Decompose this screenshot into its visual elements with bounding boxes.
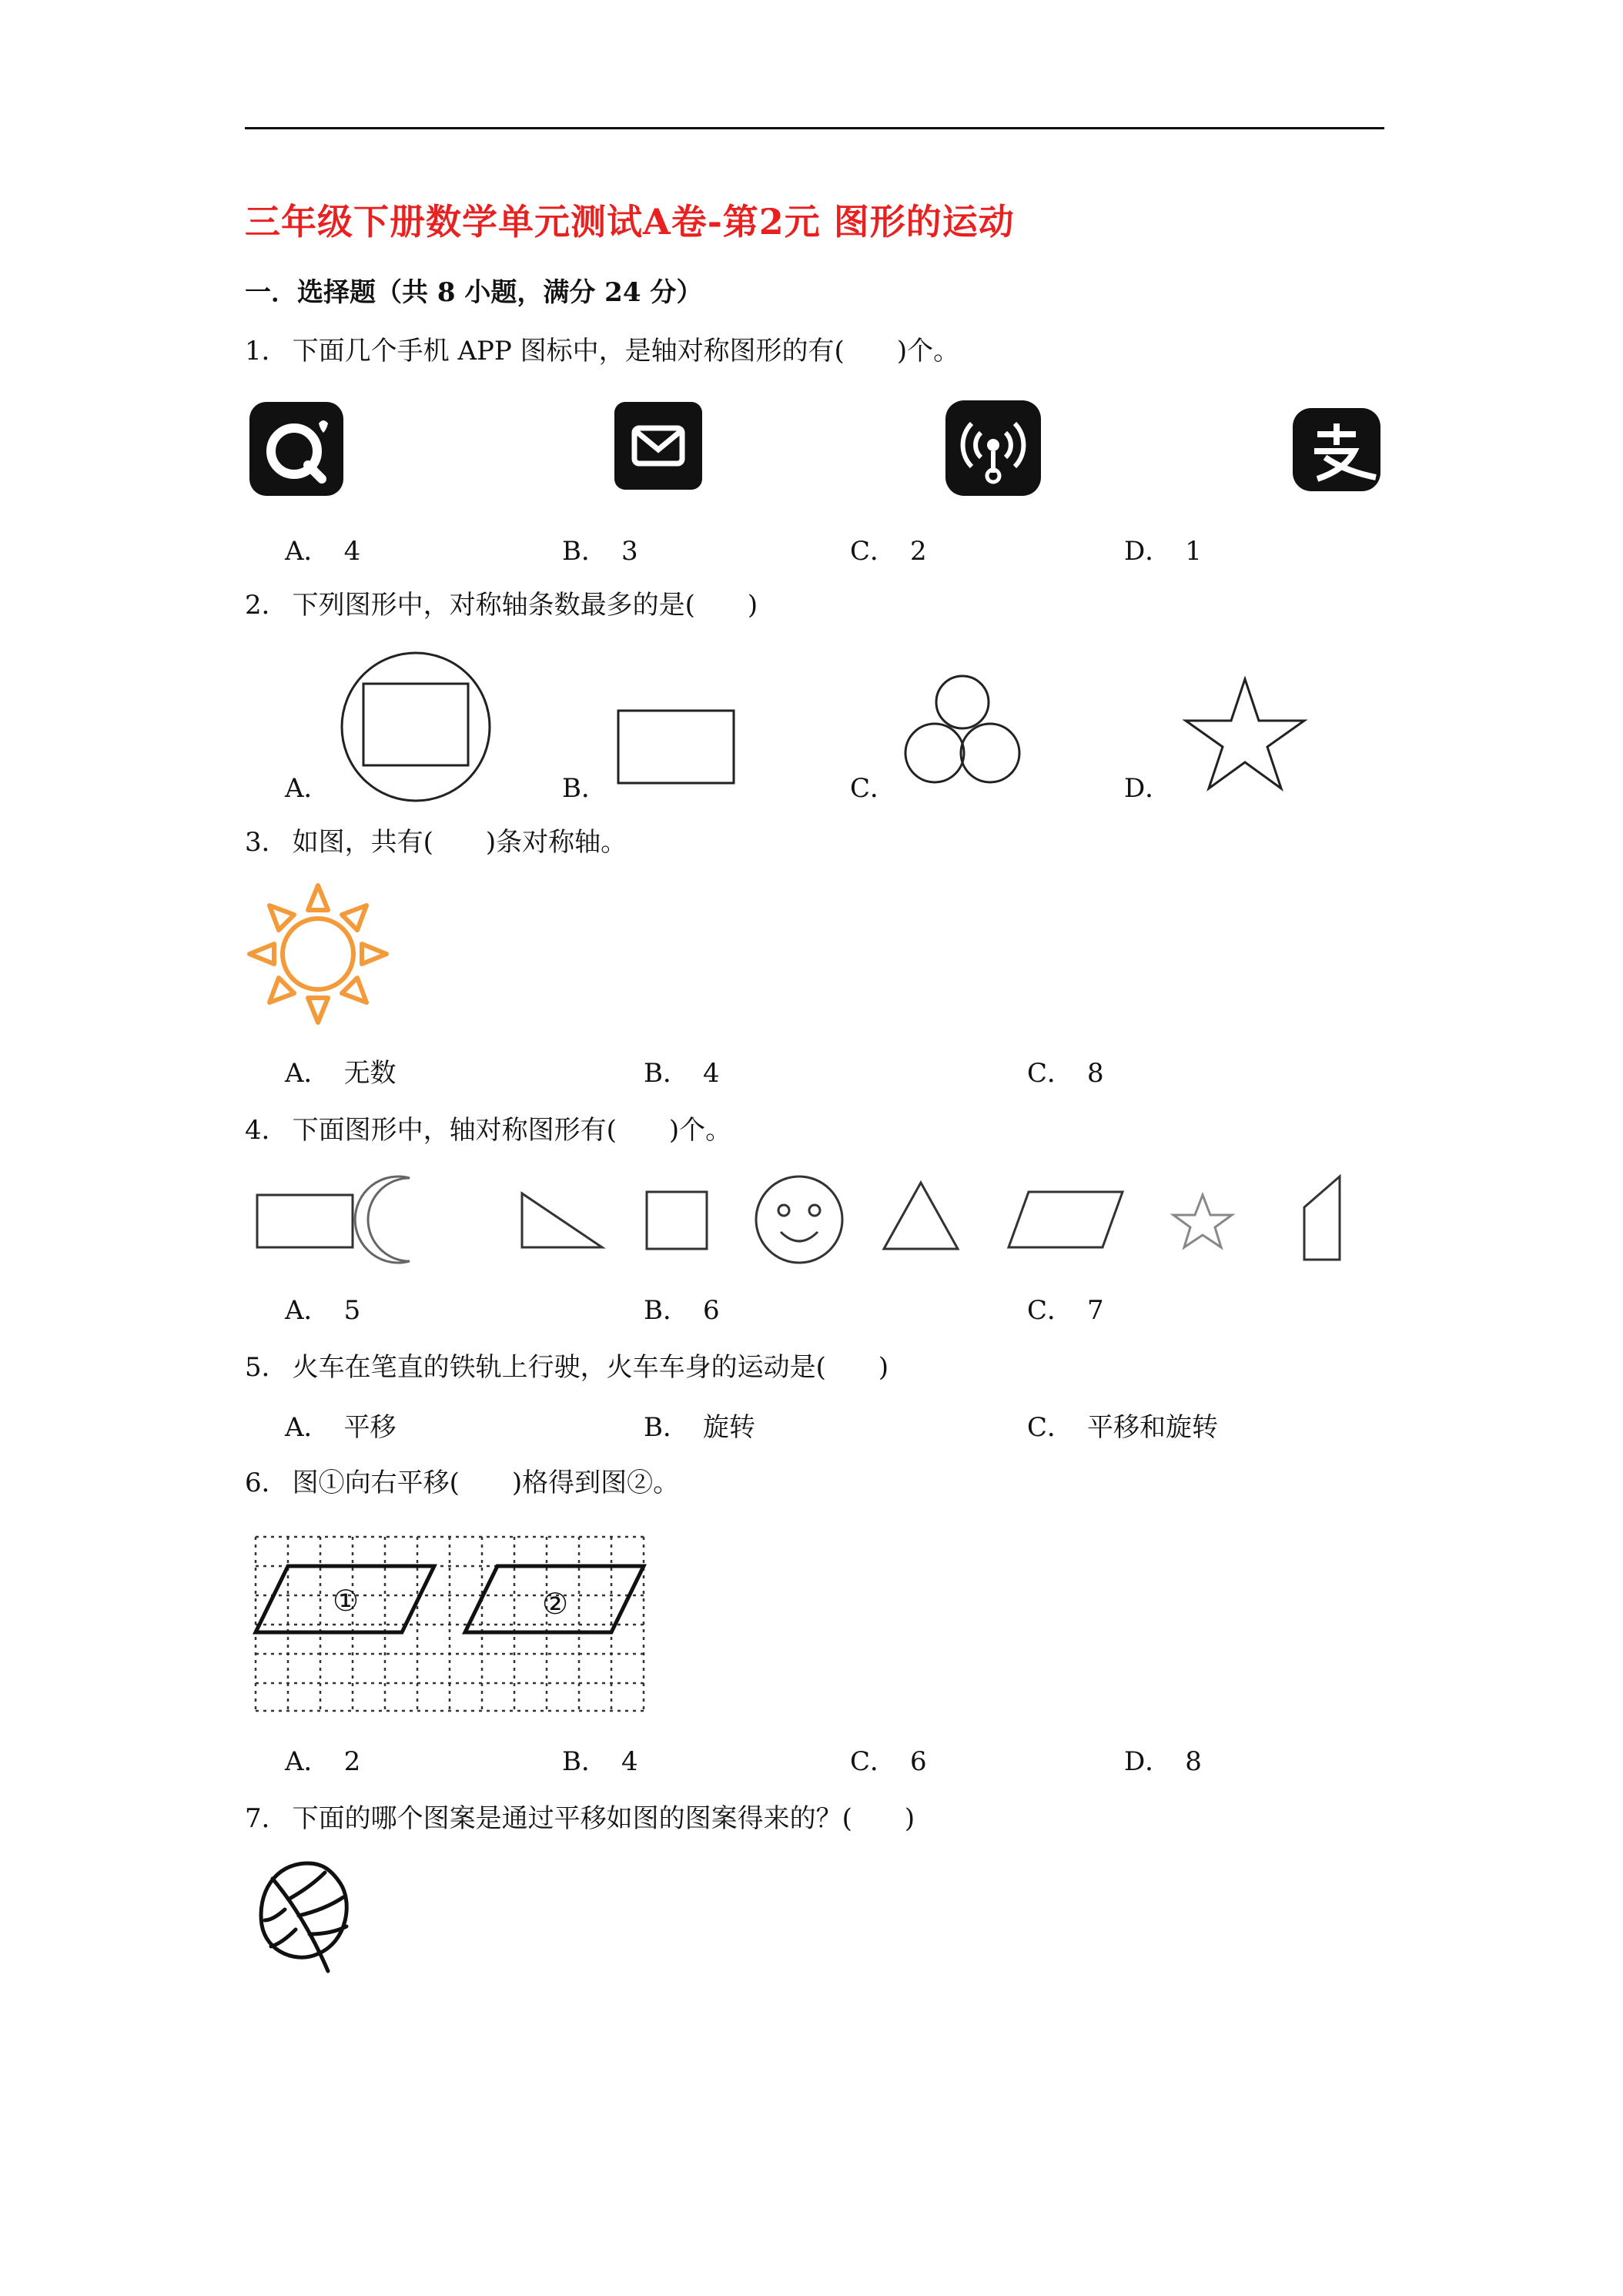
option-value: 平移: [343, 1412, 397, 1443]
option-a[interactable]: [285, 767, 344, 805]
option-label: C．: [850, 536, 897, 567]
translation-grid-figure: [251, 1532, 648, 1717]
page-title: 三年级下册数学单元测试A卷-第2元 图形的运动: [245, 201, 1015, 243]
option-value: 4: [343, 536, 361, 567]
option-c[interactable]: [1027, 1052, 1104, 1089]
question-6: [245, 1461, 679, 1499]
option-label: C．: [1027, 1295, 1074, 1326]
option-a[interactable]: [285, 1406, 397, 1444]
question-text: 下面几个手机 APP 图标中，是轴对称图形的有( )个。: [292, 336, 960, 366]
option-b[interactable]: [562, 767, 621, 805]
option-a[interactable]: [285, 1052, 397, 1089]
shapes-row-figure: [248, 1167, 1387, 1270]
option-a[interactable]: [285, 1289, 360, 1327]
option-label: B．: [562, 536, 607, 567]
question-number: 4．: [245, 1115, 288, 1146]
option-label: D．: [1124, 773, 1172, 804]
sun-icon: [245, 881, 391, 1027]
question-text: 下面图形中，轴对称图形有( )个。: [292, 1115, 732, 1146]
question-number: 5．: [245, 1352, 288, 1383]
option-value: 3: [621, 536, 638, 567]
question-text: 下列图形中，对称轴条数最多的是( ): [292, 590, 758, 621]
option-value: 旋转: [703, 1412, 755, 1443]
option-label: A．: [285, 536, 330, 567]
question-number: 3．: [245, 827, 288, 858]
option-d[interactable]: [1124, 767, 1185, 805]
option-value: 8: [1185, 1746, 1202, 1777]
search-app-icon: [248, 400, 345, 497]
option-c[interactable]: [1027, 1406, 1218, 1444]
option-label: A．: [285, 1058, 330, 1089]
option-label: B．: [644, 1058, 689, 1089]
leaf-icon: [251, 1856, 359, 1979]
rectangle-figure: [616, 708, 739, 785]
option-value: 2: [343, 1746, 361, 1777]
star-figure: [1180, 676, 1310, 792]
question-text: 如图，共有( )条对称轴。: [292, 827, 627, 858]
option-b[interactable]: [644, 1406, 755, 1444]
option-b[interactable]: [644, 1289, 720, 1327]
section-heading: 一．选择题（共 8 小题，满分 24 分）: [245, 277, 703, 308]
question-number: 2．: [245, 590, 288, 621]
option-c[interactable]: [850, 530, 927, 567]
option-c[interactable]: [850, 1740, 927, 1778]
question-4: [245, 1109, 731, 1146]
question-number: 6．: [245, 1468, 288, 1498]
option-b[interactable]: [562, 1740, 638, 1778]
wifi-app-icon: [944, 399, 1042, 497]
grid-label-2: ②: [542, 1587, 569, 1621]
option-value: 7: [1087, 1295, 1104, 1326]
option-a[interactable]: [285, 1740, 360, 1778]
option-label: A．: [285, 1746, 330, 1777]
three-circles-figure: [901, 673, 1024, 788]
question-2: [245, 584, 758, 621]
circle-with-square-figure: [339, 650, 493, 804]
mail-app-icon: [613, 400, 704, 491]
option-label: A．: [285, 773, 330, 804]
option-d[interactable]: [1124, 530, 1202, 567]
option-value: 4: [703, 1058, 720, 1089]
option-label: B．: [562, 773, 607, 804]
option-value: 5: [343, 1295, 361, 1326]
alipay-app-icon: [1291, 407, 1382, 493]
option-label: C．: [1027, 1058, 1074, 1089]
option-c[interactable]: [1027, 1289, 1104, 1327]
question-number: 1．: [245, 336, 288, 366]
option-d[interactable]: [1124, 1740, 1202, 1778]
option-label: D．: [1124, 536, 1172, 567]
question-3: [245, 821, 627, 858]
option-b[interactable]: [644, 1052, 720, 1089]
option-value: 4: [621, 1746, 638, 1777]
question-1: [245, 330, 959, 367]
option-label: A．: [285, 1295, 330, 1326]
option-label: B．: [644, 1295, 689, 1326]
question-text: 下面的哪个图案是通过平移如图的图案得来的？( ): [292, 1803, 915, 1834]
option-value: 无数: [343, 1058, 397, 1089]
question-text: 火车在笔直的铁轨上行驶，火车车身的运动是( ): [292, 1352, 889, 1383]
question-5: [245, 1346, 888, 1384]
option-label: C．: [850, 1746, 897, 1777]
option-value: 6: [703, 1295, 720, 1326]
option-value: 平移和旋转: [1087, 1412, 1219, 1443]
header-rule: [245, 127, 1384, 129]
option-label: C．: [850, 773, 897, 804]
question-number: 7．: [245, 1803, 288, 1834]
option-value: 6: [910, 1746, 927, 1777]
option-label: B．: [644, 1412, 689, 1443]
option-value: 1: [1185, 536, 1202, 567]
option-label: C．: [1027, 1412, 1074, 1443]
option-label: A．: [285, 1412, 330, 1443]
grid-label-1: ①: [333, 1584, 360, 1618]
option-value: 2: [910, 536, 927, 567]
option-label: B．: [562, 1746, 607, 1777]
option-b[interactable]: [562, 530, 638, 567]
question-text: 图①向右平移( )格得到图②。: [292, 1468, 680, 1498]
option-a[interactable]: [285, 530, 360, 567]
question-7: [245, 1797, 915, 1835]
option-value: 8: [1087, 1058, 1104, 1089]
option-label: D．: [1124, 1746, 1172, 1777]
